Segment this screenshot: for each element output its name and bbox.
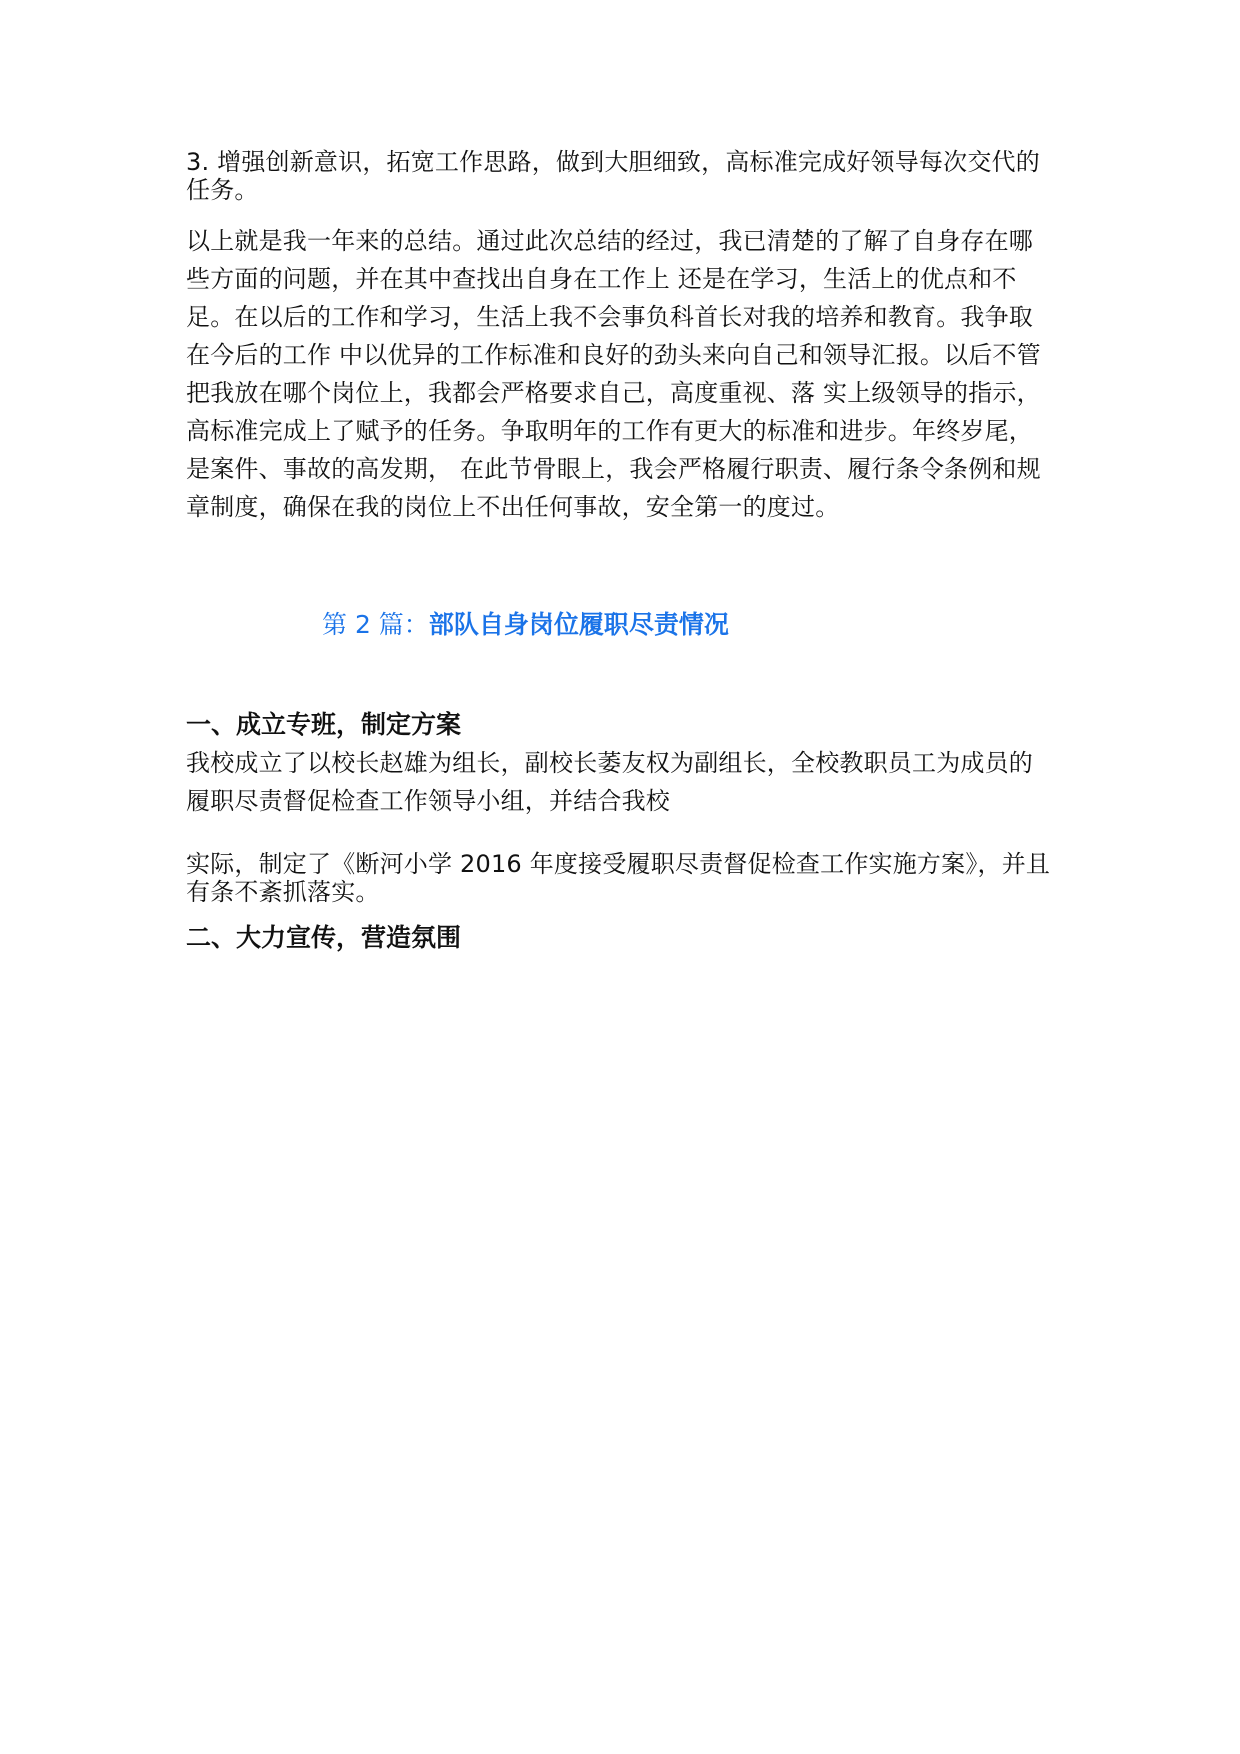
paragraph-summary: 以上就是我一年来的总结。通过此次总结的经过，我已清楚的了解了自身存在哪些方面的问题，并在其中查找出自身在工作上 还是在学习，生活上的优点和不足。在以后的工作和学习，生活上我不会事负科首长对我的培养和教育。我争取在今后的工作 中以优异的工作标准和良好的劲头来向自己和领导汇报。以后不管把我放在哪个岗位上，我都会严格要求自己，高度重视、落 实上级领导的指示，高标准完成上了赋予的任务。争取明年的工作有更大的标准和进步。年终岁尾，是案件、事故的高发期， 在此节骨眼上，我会严格履行职责、履行条令条例和规章制度，确保在我的岗位上不出任何事故，安全第一的度过。 (186, 227, 1041, 521)
chapter-number: 第 2 篇： (322, 610, 429, 639)
chapter-heading: 部队自身岗位履职尽责情况 (428, 610, 729, 639)
paragraph-innovation: 3. 增强创新意识，拓宽工作思路，做到大胆细致，高标准完成好领导每次交代的任务。 (186, 148, 1040, 204)
chapter-title (322, 608, 729, 642)
section-heading-2: 二、大力宣传，营造氛围 (186, 923, 462, 952)
paragraph-plan: 实际，制定了《断河小学 2016 年度接受履职尽责督促检查工作实施方案》，并且有条不紊抓落实。 (186, 850, 1051, 906)
paragraph-team: 我校成立了以校长赵雄为组长，副校长萎友权为副组长，全校教职员工为成员的履职尽责督促检查工作领导小组，并结合我校 (186, 749, 1033, 815)
section-heading-1: 一、成立专班，制定方案 (186, 710, 462, 739)
